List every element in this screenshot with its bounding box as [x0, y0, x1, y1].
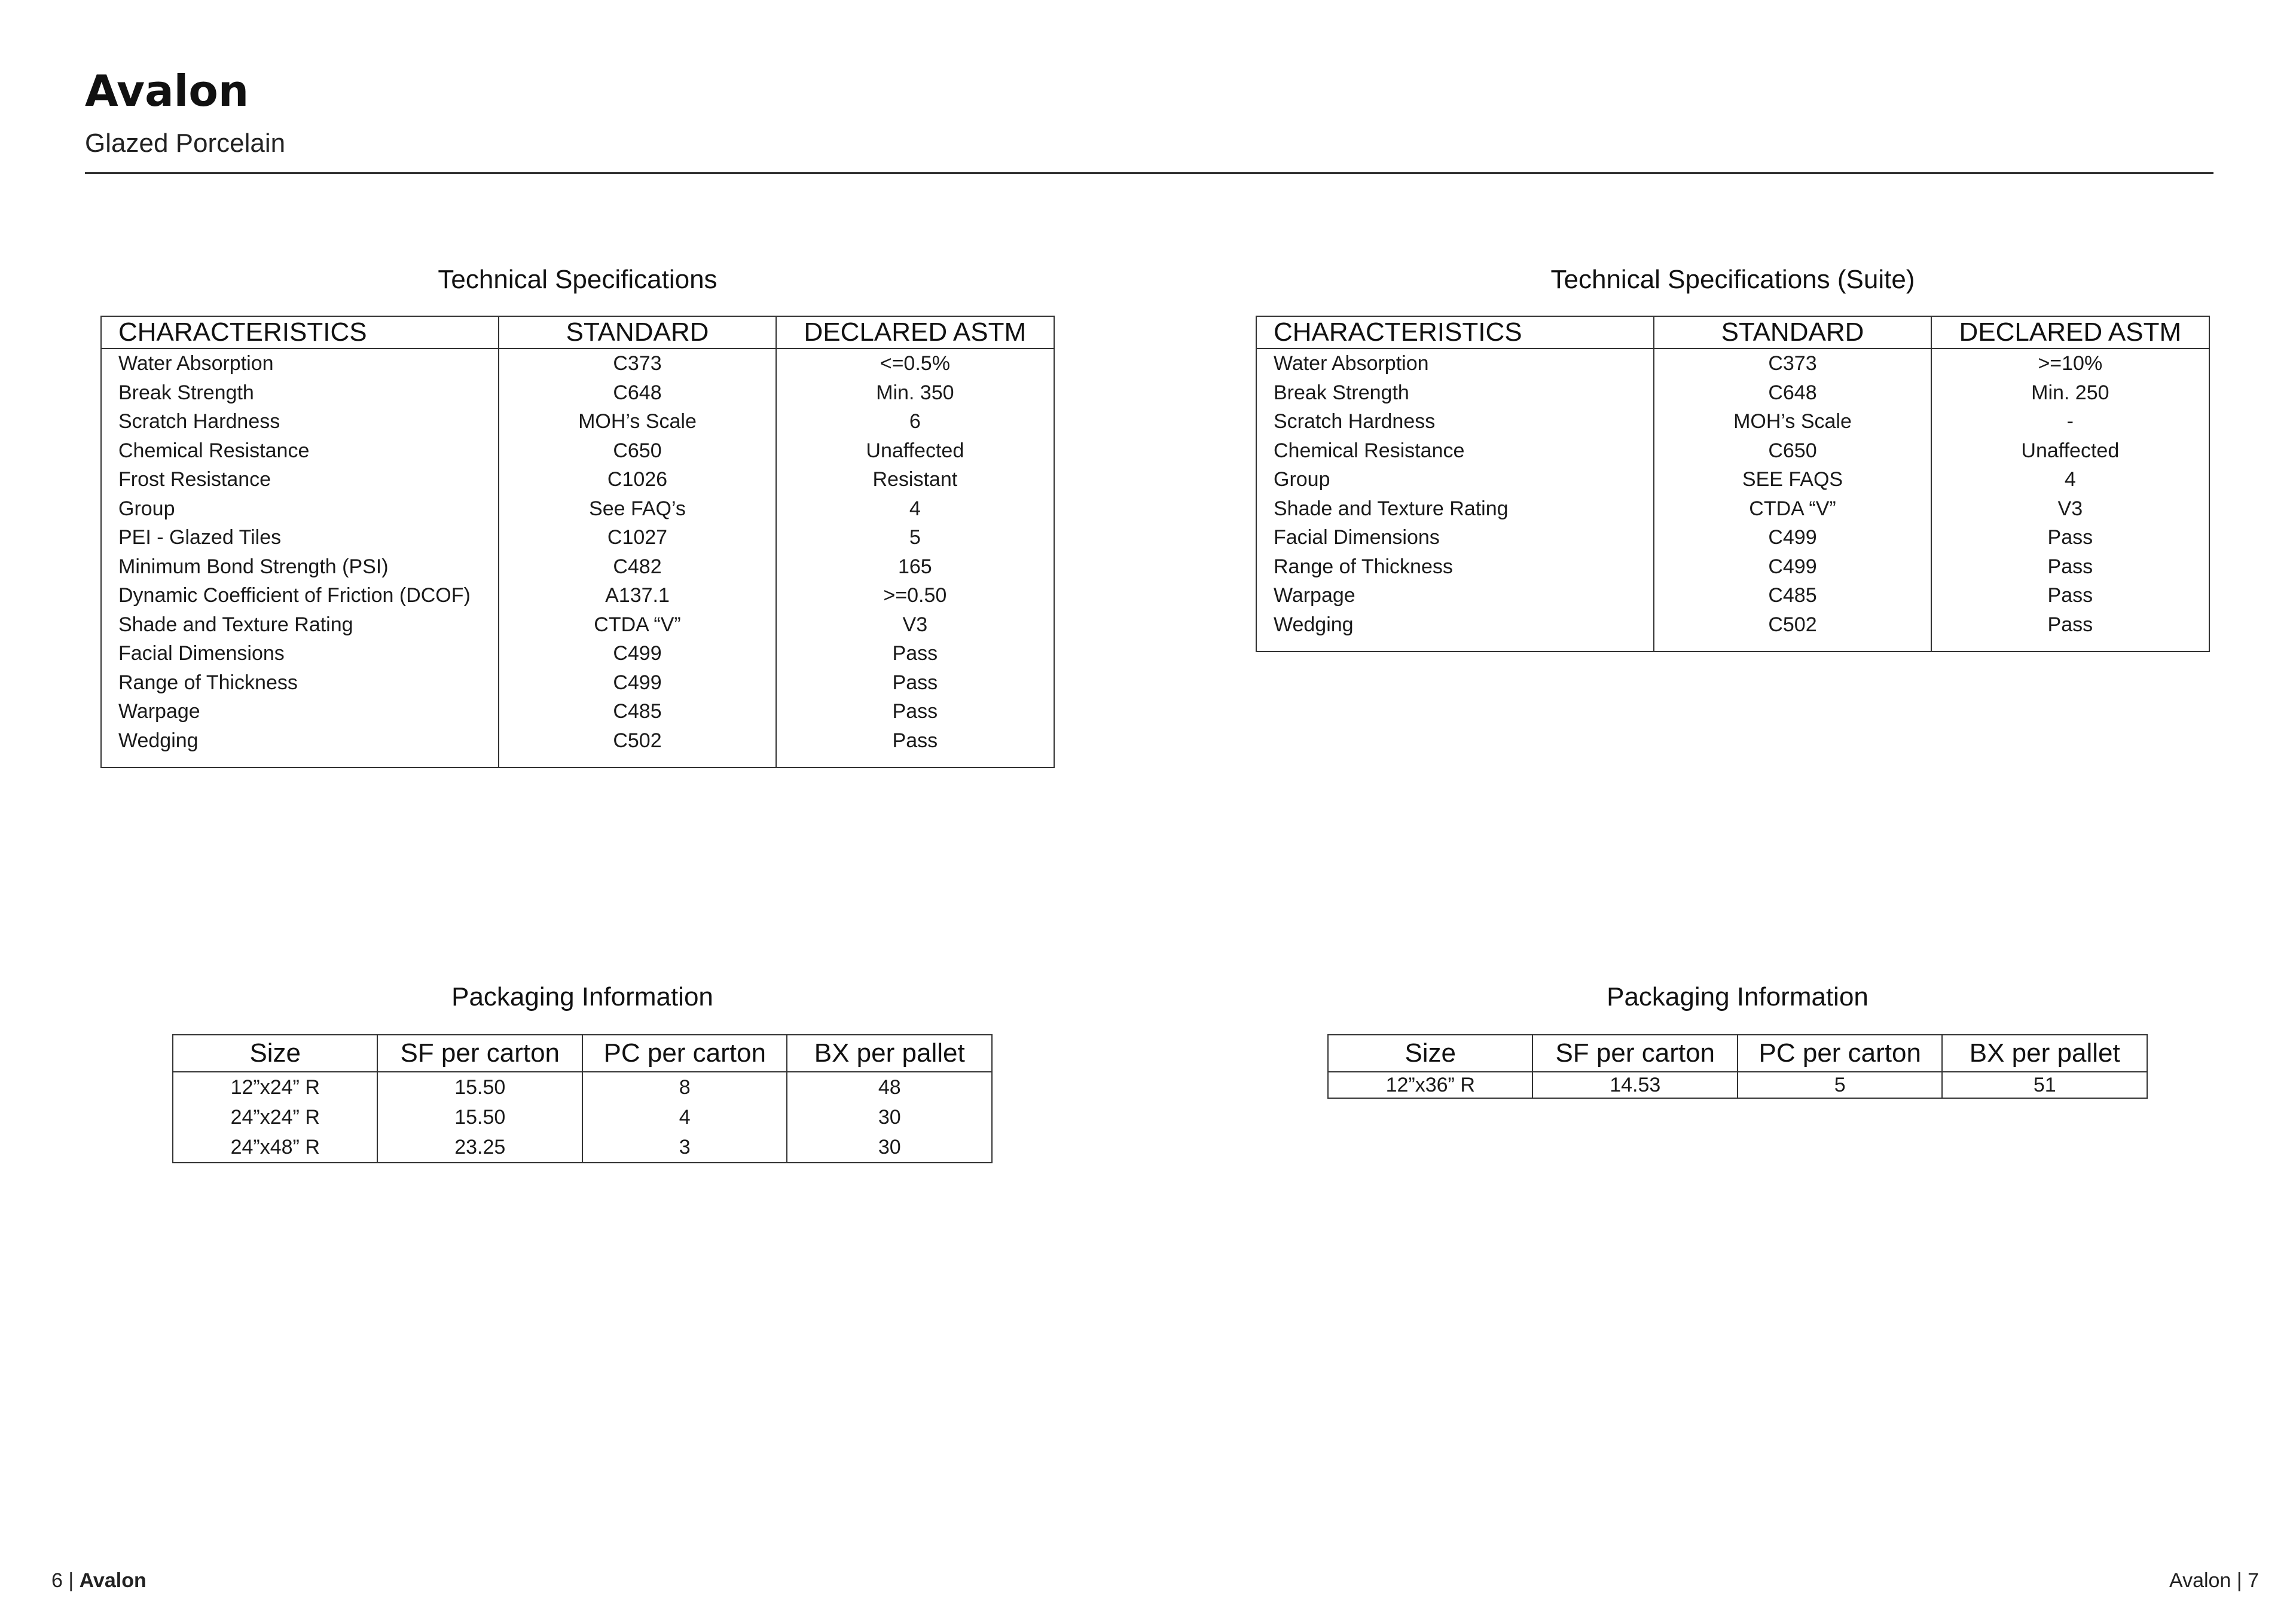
cell-standard: MOH’s Scale	[499, 407, 775, 436]
table-row	[1256, 378, 2209, 408]
cell-standard: C650	[499, 436, 775, 466]
table-row	[101, 349, 1054, 378]
table-row	[1256, 494, 2209, 524]
column-header: BX per pallet	[1942, 1035, 2147, 1072]
cell-declared: Pass	[1931, 610, 2209, 652]
cell-size: 12”x36” R	[1328, 1072, 1532, 1098]
cell-standard: C482	[499, 552, 775, 582]
table-row	[101, 523, 1054, 552]
cell-standard: C485	[1654, 581, 1931, 610]
spec-left-table	[100, 316, 1055, 768]
table-header-row	[101, 316, 1054, 349]
cell-standard: C650	[1654, 436, 1931, 466]
table-row	[1256, 581, 2209, 610]
cell-pc-per-carton: 8	[582, 1072, 787, 1102]
cell-characteristic: Chemical Resistance	[101, 436, 499, 466]
cell-standard: SEE FAQS	[1654, 465, 1931, 494]
cell-standard: A137.1	[499, 581, 775, 610]
cell-characteristic: Range of Thickness	[1256, 552, 1654, 582]
cell-standard: C373	[499, 349, 775, 378]
cell-pc-per-carton: 3	[582, 1132, 787, 1163]
cell-bx-per-pallet: 30	[787, 1102, 992, 1132]
table-row	[1256, 465, 2209, 494]
cell-declared: V3	[1931, 494, 2209, 524]
pack-left-title: Packaging Information	[451, 982, 713, 1011]
footer-left-name: Avalon	[79, 1569, 146, 1592]
cell-declared: >=0.50	[776, 581, 1054, 610]
cell-declared: Min. 250	[1931, 378, 2209, 408]
cell-declared: Unaffected	[1931, 436, 2209, 466]
cell-size: 12”x24” R	[173, 1072, 377, 1102]
table-row	[101, 378, 1054, 408]
table-row	[1328, 1072, 2147, 1098]
pack-left-table	[172, 1034, 993, 1163]
footer-left	[51, 1566, 146, 1595]
cell-standard: C648	[499, 378, 775, 408]
cell-size: 24”x48” R	[173, 1132, 377, 1163]
cell-characteristic: Minimum Bond Strength (PSI)	[101, 552, 499, 582]
table-header-row	[173, 1035, 992, 1072]
cell-characteristic: Facial Dimensions	[1256, 523, 1654, 552]
cell-standard: CTDA “V”	[499, 610, 775, 640]
cell-declared: 4	[1931, 465, 2209, 494]
cell-declared: V3	[776, 610, 1054, 640]
footer-right	[2169, 1566, 2259, 1595]
cell-standard: See FAQ’s	[499, 494, 775, 524]
cell-characteristic: Scratch Hardness	[1256, 407, 1654, 436]
cell-characteristic: Range of Thickness	[101, 668, 499, 698]
pack-right-table	[1327, 1034, 2148, 1099]
cell-characteristic: Shade and Texture Rating	[1256, 494, 1654, 524]
footer-right-name: Avalon |	[2169, 1569, 2242, 1592]
cell-characteristic: Facial Dimensions	[101, 639, 499, 668]
cell-characteristic: Scratch Hardness	[101, 407, 499, 436]
cell-characteristic: Group	[101, 494, 499, 524]
table-row	[101, 639, 1054, 668]
spec-right-table	[1256, 316, 2210, 652]
cell-characteristic: Water Absorption	[101, 349, 499, 378]
cell-standard: C648	[1654, 378, 1931, 408]
table-row	[1256, 610, 2209, 652]
table-row	[1256, 349, 2209, 378]
cell-declared: Pass	[1931, 581, 2209, 610]
column-header: CHARACTERISTICS	[1256, 316, 1654, 349]
cell-characteristic: Break Strength	[101, 378, 499, 408]
cell-standard: C502	[499, 726, 775, 768]
table-row	[1256, 523, 2209, 552]
footer-left-page: 6 |	[51, 1569, 74, 1592]
page-title: Avalon	[85, 66, 249, 116]
cell-bx-per-pallet: 48	[787, 1072, 992, 1102]
footer-right-page: 7	[2248, 1569, 2259, 1592]
cell-characteristic: PEI - Glazed Tiles	[101, 523, 499, 552]
cell-declared: Unaffected	[776, 436, 1054, 466]
table-row	[1256, 552, 2209, 582]
cell-sf-per-carton: 14.53	[1532, 1072, 1738, 1098]
cell-declared: Resistant	[776, 465, 1054, 494]
column-header: STANDARD	[499, 316, 775, 349]
cell-characteristic: Group	[1256, 465, 1654, 494]
cell-characteristic: Break Strength	[1256, 378, 1654, 408]
column-header: PC per carton	[582, 1035, 787, 1072]
column-header: CHARACTERISTICS	[101, 316, 499, 349]
cell-standard: MOH’s Scale	[1654, 407, 1931, 436]
table-row	[101, 436, 1054, 466]
page-subtitle: Glazed Porcelain	[85, 129, 286, 158]
table-row	[101, 726, 1054, 768]
cell-pc-per-carton: 4	[582, 1102, 787, 1132]
cell-standard: C499	[499, 639, 775, 668]
table-row	[101, 494, 1054, 524]
cell-declared: Pass	[776, 668, 1054, 698]
cell-standard: C499	[1654, 523, 1931, 552]
cell-standard: C1027	[499, 523, 775, 552]
cell-declared: >=10%	[1931, 349, 2209, 378]
cell-declared: 165	[776, 552, 1054, 582]
cell-bx-per-pallet: 51	[1942, 1072, 2147, 1098]
cell-characteristic: Dynamic Coefficient of Friction (DCOF)	[101, 581, 499, 610]
column-header: BX per pallet	[787, 1035, 992, 1072]
column-header: DECLARED ASTM	[1931, 316, 2209, 349]
cell-declared: 6	[776, 407, 1054, 436]
cell-bx-per-pallet: 30	[787, 1132, 992, 1163]
cell-standard: C499	[499, 668, 775, 698]
cell-characteristic: Warpage	[1256, 581, 1654, 610]
cell-declared: Pass	[1931, 523, 2209, 552]
column-header: DECLARED ASTM	[776, 316, 1054, 349]
table-row	[1256, 407, 2209, 436]
cell-standard: C502	[1654, 610, 1931, 652]
cell-sf-per-carton: 15.50	[377, 1072, 582, 1102]
table-row	[173, 1102, 992, 1132]
table-header-row	[1328, 1035, 2147, 1072]
cell-declared: Pass	[776, 639, 1054, 668]
table-row	[101, 465, 1054, 494]
cell-declared: 4	[776, 494, 1054, 524]
cell-characteristic: Wedging	[1256, 610, 1654, 652]
cell-standard: C1026	[499, 465, 775, 494]
cell-standard: C485	[499, 697, 775, 726]
cell-size: 24”x24” R	[173, 1102, 377, 1132]
cell-characteristic: Warpage	[101, 697, 499, 726]
cell-declared: 5	[776, 523, 1054, 552]
table-row	[1256, 436, 2209, 466]
column-header: Size	[173, 1035, 377, 1072]
cell-declared: -	[1931, 407, 2209, 436]
cell-declared: Pass	[776, 726, 1054, 768]
cell-characteristic: Water Absorption	[1256, 349, 1654, 378]
table-row	[101, 552, 1054, 582]
column-header: SF per carton	[1532, 1035, 1738, 1072]
pack-right-title: Packaging Information	[1607, 982, 1868, 1011]
cell-standard: CTDA “V”	[1654, 494, 1931, 524]
cell-declared: Min. 350	[776, 378, 1054, 408]
cell-standard: C373	[1654, 349, 1931, 378]
cell-declared: Pass	[776, 697, 1054, 726]
cell-characteristic: Chemical Resistance	[1256, 436, 1654, 466]
spec-right-title: Technical Specifications (Suite)	[1550, 265, 1915, 294]
table-row	[173, 1072, 992, 1102]
table-row	[101, 610, 1054, 640]
header-divider	[85, 172, 2213, 174]
cell-characteristic: Shade and Texture Rating	[101, 610, 499, 640]
cell-standard: C499	[1654, 552, 1931, 582]
cell-pc-per-carton: 5	[1738, 1072, 1943, 1098]
cell-characteristic: Wedging	[101, 726, 499, 768]
column-header: PC per carton	[1738, 1035, 1943, 1072]
cell-declared: <=0.5%	[776, 349, 1054, 378]
table-row	[101, 407, 1054, 436]
cell-sf-per-carton: 23.25	[377, 1132, 582, 1163]
table-header-row	[1256, 316, 2209, 349]
cell-declared: Pass	[1931, 552, 2209, 582]
spec-left-title: Technical Specifications	[438, 265, 718, 294]
cell-characteristic: Frost Resistance	[101, 465, 499, 494]
table-row	[101, 668, 1054, 698]
table-row	[173, 1132, 992, 1163]
column-header: SF per carton	[377, 1035, 582, 1072]
table-row	[101, 581, 1054, 610]
column-header: Size	[1328, 1035, 1532, 1072]
table-row	[101, 697, 1054, 726]
column-header: STANDARD	[1654, 316, 1931, 349]
cell-sf-per-carton: 15.50	[377, 1102, 582, 1132]
